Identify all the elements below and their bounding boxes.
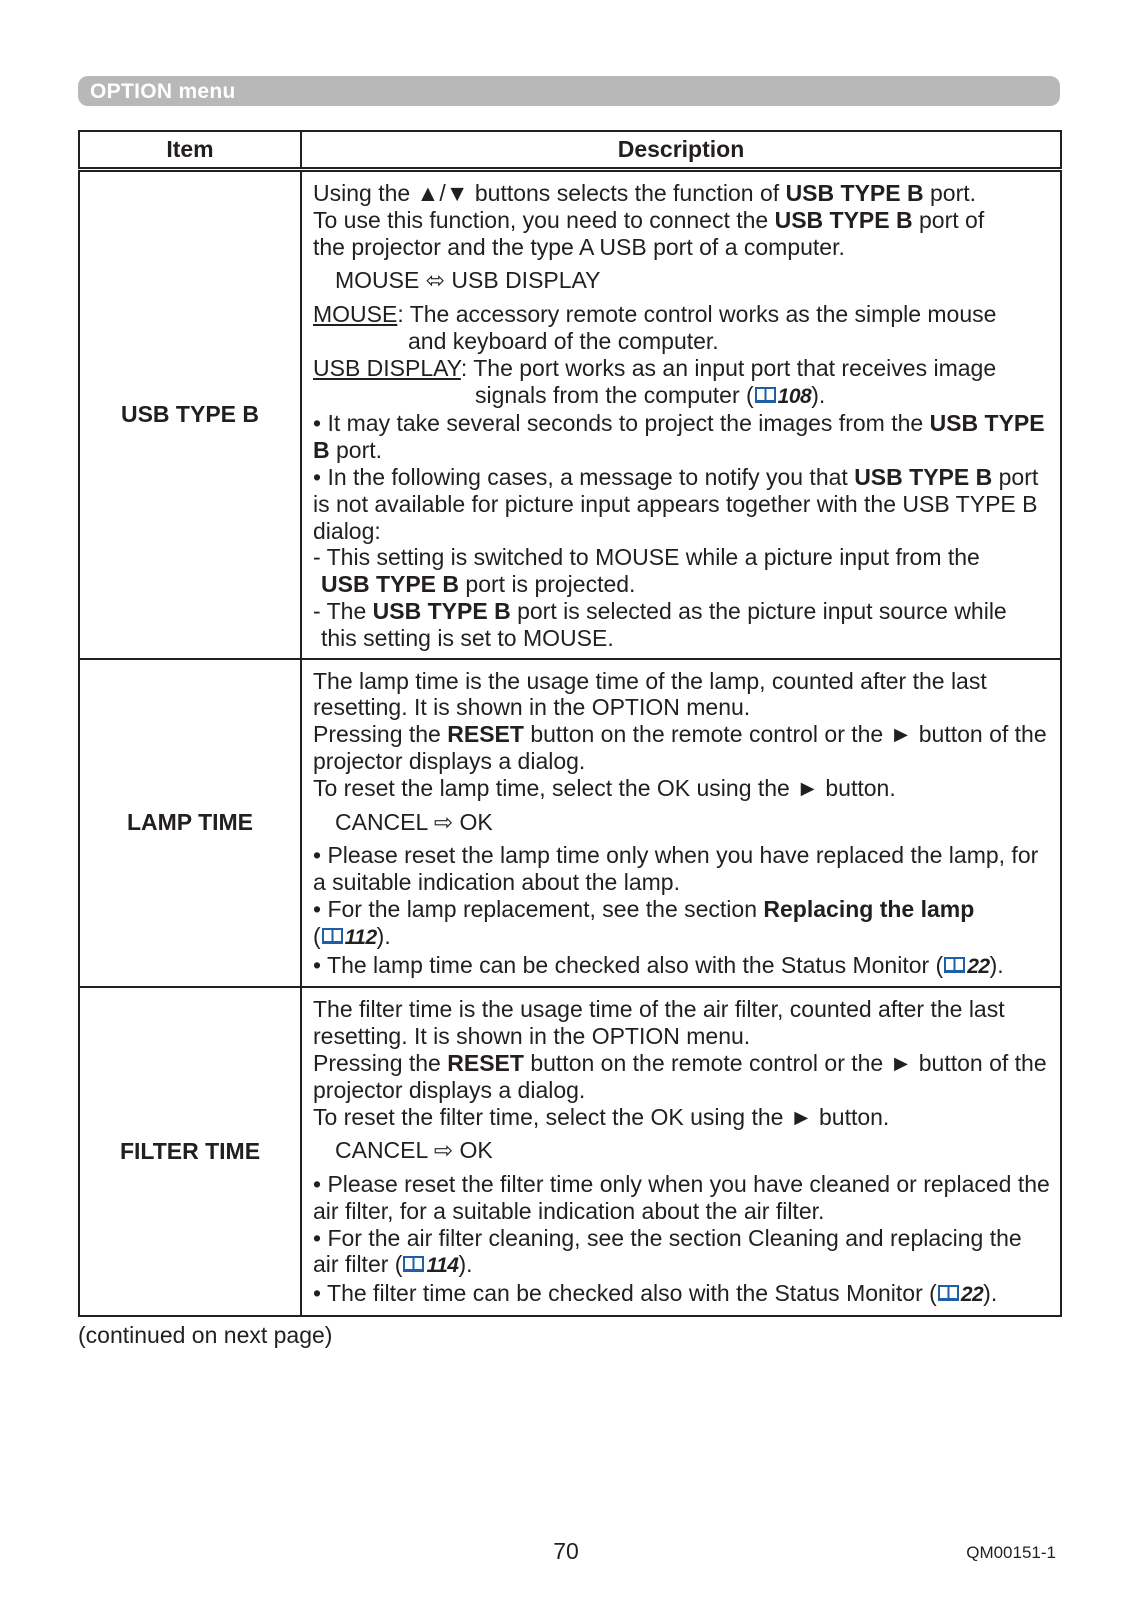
paragraph: The filter time is the usage time of the air filter, counted after the last resetting. It is shown in the OPTION menu.	[313, 996, 1005, 1050]
paragraph: Pressing the RESET button on the remote control or the ► button of the projector displays a dialog.	[313, 721, 1047, 774]
note: • For the air filter cleaning, see the section Cleaning and replacing the air filter ( 114).	[313, 1224, 1022, 1278]
table-row	[79, 170, 1061, 659]
table-row	[79, 659, 1061, 988]
page-reference: 108	[777, 384, 812, 408]
page-reference: 22	[967, 954, 990, 978]
paragraph: The lamp time is the usage time of the lamp, counted after the last resetting. It is shown in the OPTION menu.	[313, 667, 987, 721]
case-2-cont: this setting is set to MOUSE.	[321, 624, 614, 651]
table-header-row	[79, 131, 1061, 170]
paragraph: To reset the filter time, select the OK using the ► button.	[313, 1103, 890, 1130]
paragraph: Pressing the RESET button on the remote control or the ► button of the projector displays a dialog.	[313, 1049, 1047, 1103]
page-reference: 114	[426, 1254, 459, 1278]
description-usb-type-b	[301, 170, 1061, 659]
continued-note: (continued on next page)	[78, 1322, 333, 1348]
note: • It may take several seconds to project the images from the USB TYPE B port.	[313, 410, 1045, 464]
option-sequence: CANCEL ⇨ OK	[335, 1137, 493, 1164]
book-reference-icon	[402, 1255, 425, 1273]
definition-mouse: MOUSE: The accessory remote control works as the simple mouse	[313, 301, 997, 328]
header-item: Item	[79, 131, 301, 170]
section-header-bar	[78, 76, 1060, 106]
definition-usb-display-cont: signals from the computer ( 108).	[475, 381, 826, 408]
page-reference: 112	[344, 925, 377, 949]
note: • Please reset the lamp time only when you have replaced the lamp, for a suitable indication about the lamp.	[313, 842, 1039, 896]
book-reference-icon	[937, 1284, 960, 1302]
note: • In the following cases, a message to notify you that USB TYPE B port is not available for picture input appears together with the USB TYPE B dialog:	[313, 463, 1039, 544]
note: • For the lamp replacement, see the section Replacing the lamp ( 112).	[313, 895, 975, 949]
book-reference-icon	[321, 927, 344, 945]
option-sequence: CANCEL ⇨ OK	[335, 808, 493, 835]
case-1-cont: USB TYPE B port is projected.	[321, 571, 636, 598]
page-number: 70	[553, 1538, 579, 1564]
option-menu-table	[78, 130, 1062, 1317]
description-lamp-time	[301, 659, 1061, 988]
page-reference: 22	[960, 1283, 984, 1307]
note: • Please reset the filter time only when you have cleaned or replaced the air filter, for a suitable indication about the air filter.	[313, 1171, 1050, 1224]
option-sequence: MOUSE ⬄ USB DISPLAY	[335, 267, 601, 294]
item-filter-time: FILTER TIME	[79, 987, 301, 1316]
note: • The filter time can be checked also with the Status Monitor ( 22).	[313, 1280, 998, 1307]
book-reference-icon	[754, 386, 777, 404]
case-1: - This setting is switched to MOUSE while a picture input from the	[313, 544, 980, 571]
description-filter-time	[301, 987, 1061, 1316]
definition-mouse-cont: and keyboard of the computer.	[408, 327, 719, 354]
document-code: QM00151-1	[966, 1543, 1056, 1562]
item-lamp-time: LAMP TIME	[79, 659, 301, 988]
book-reference-icon	[943, 956, 966, 974]
definition-usb-display: USB DISPLAY: The port works as an input port that receives image	[313, 354, 997, 381]
item-usb-type-b: USB TYPE B	[79, 170, 301, 659]
case-2: - The USB TYPE B port is selected as the picture input source while	[313, 597, 1007, 624]
header-description: Description	[301, 131, 1061, 170]
table-row	[79, 987, 1061, 1316]
paragraph: To reset the lamp time, select the OK using the ► button.	[313, 774, 896, 801]
paragraph: Using the ▲/▼ buttons selects the function of USB TYPE B port. To use this function, you need to connect the USB TYPE B port of the projector and the type A USB port of a computer.	[313, 180, 985, 260]
section-title: OPTION menu	[90, 80, 236, 103]
note: • The lamp time can be checked also with the Status Monitor ( 22).	[313, 951, 1004, 978]
